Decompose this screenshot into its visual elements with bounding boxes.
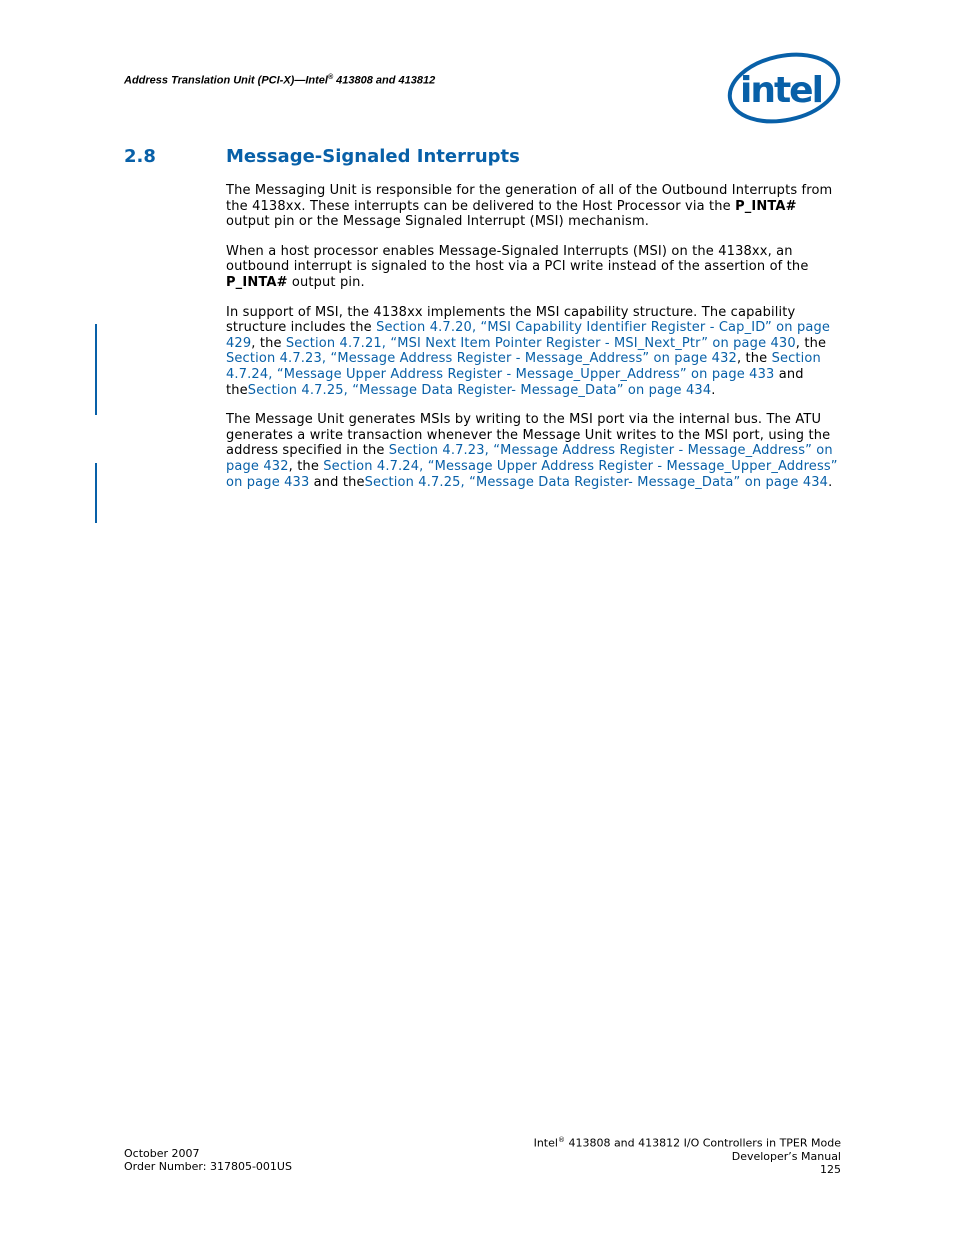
cross-reference-link[interactable]: Section 4.7.21, “MSI Next Item Pointer Register - MSI_Next_Ptr” on page 430 [285,335,796,351]
footer-left [124,1147,292,1173]
cross-reference-link[interactable]: Section 4.7.23, “Message Address Register - Message_Address” on page 432 [226,351,737,367]
registered-mark: ® [327,74,334,81]
change-bar [95,463,97,523]
paragraph-text: , the [288,458,324,474]
registered-mark: ® [557,1136,565,1144]
footer-order-number: Order Number: 317805-001US [124,1160,292,1173]
footer-product: 413808 and 413812 I/O Controllers in TPER Mode [564,1136,841,1150]
footer-date: October 2007 [124,1147,200,1160]
cross-reference-link[interactable]: Section 4.7.25, “Message Data Register- Message_Data” on page 434 [364,474,829,490]
footer-doc-title [534,1134,841,1150]
paragraph-text: The Message Unit generates MSIs by writing to the MSI port via the internal bus. The ATU generates a write transaction whenever the Message Unit writes to the MSI port, using the address specified in the [226,412,831,459]
cross-reference-link[interactable]: Section 4.7.25, “Message Data Register- Message_Data” on page 434 [247,382,712,398]
paragraph-3 [226,305,844,399]
cross-reference-link[interactable]: Section 4.7.23, “Message Address Register - Message_Address” on page 432 [226,443,833,474]
running-header-models: 413808 and 413812 [333,74,436,87]
change-bar [95,324,97,415]
paragraph-text: When a host processor enables Message-Signaled Interrupts (MSI) on the 4138xx, an outbound interrupt is signaled to the host via a PCI write instead of the assertion of the [226,243,809,275]
paragraph-text: output pin. [287,274,365,290]
paragraph-text: , the [251,335,286,351]
paragraph-text: The Messaging Unit is responsible for the generation of all of the Outbound Interrupts from the 4138xx. These interrupts can be delivered to the Host Processor via the [226,183,833,214]
paragraph-text: and the [226,366,804,398]
running-header [124,74,435,87]
paragraph-1 [226,183,844,230]
page-number: 125 [820,1162,841,1176]
paragraph-text: . [711,382,716,398]
footer-right [534,1134,841,1176]
signal-name: P_INTA# [226,274,288,290]
signal-name: P_INTA# [735,198,797,214]
paragraph-text: , the [736,351,772,367]
paragraph-4 [226,412,844,490]
intel-logo-text: intel [740,70,822,111]
paragraph-text: In support of MSI, the 4138xx implements the MSI capability structure. The capability structure includes the [226,304,796,336]
section-title: Message-Signaled Interrupts [226,146,520,167]
paragraph-text: , the [795,335,827,351]
footer-brand: Intel [533,1136,558,1150]
intel-logo [726,50,844,128]
paragraph-text: output pin or the Message Signaled Interrupt (MSI) mechanism. [226,214,650,230]
cross-reference-link[interactable]: Section 4.7.24, “Message Upper Address Register - Message_Upper_Address” on page 433 [226,458,838,490]
running-header-title: Address Translation Unit (PCI-X)—Intel [124,74,328,87]
paragraph-2 [226,244,844,291]
section-body [226,183,844,504]
section-number: 2.8 [124,146,156,167]
cross-reference-link[interactable]: Section 4.7.24, “Message Upper Address Register - Message_Upper_Address” on page 433 [226,351,821,382]
paragraph-text: . [828,474,833,490]
paragraph-text: and the [309,474,365,490]
cross-reference-link[interactable]: Section 4.7.20, “MSI Capability Identifier Register - Cap_ID” on page 429 [226,320,831,351]
footer-doc-type: Developer’s Manual [731,1149,841,1163]
